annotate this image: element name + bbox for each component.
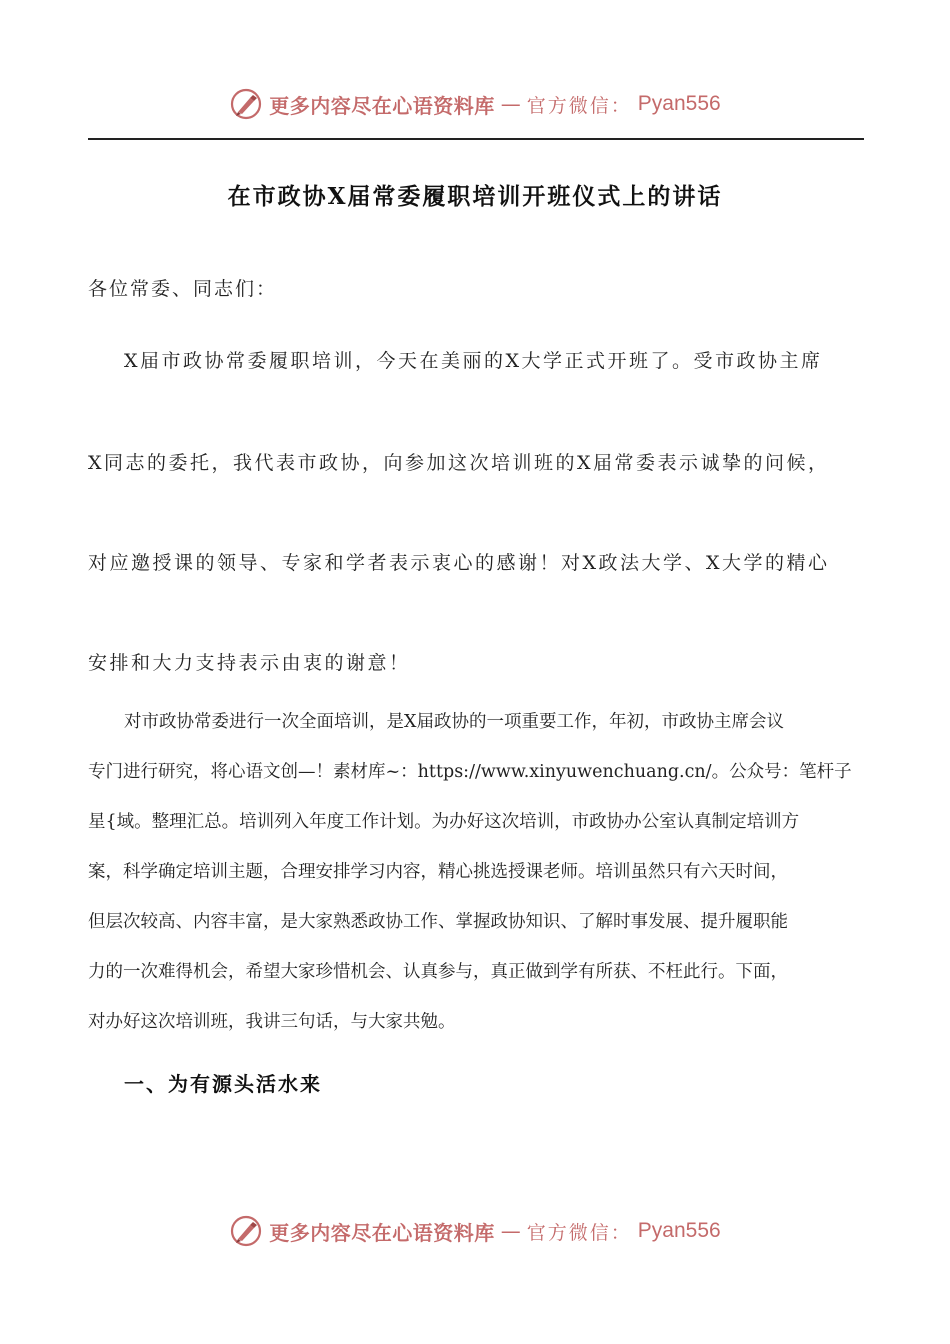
paragraph-line: 安排和大力支持表示由衷的谢意！ [88, 652, 411, 674]
document-title: 在市政协X届常委履职培训开班仪式上的讲话 [227, 183, 723, 210]
banner-wechat-id: Pyan556 [637, 1219, 721, 1242]
paragraph-line: X同志的委托，我代表市政协，向参加这次培训班的X届常委表示诚挚的问候， [88, 452, 830, 474]
banner-wechat-id: Pyan556 [637, 92, 721, 115]
paragraph-line: 但层次较高、内容丰富，是大家熟悉政协工作、掌握政协知识、了解时事发展、提升履职能 [88, 912, 788, 932]
paragraph-line: X届市政协常委履职培训，今天在美丽的X大学正式开班了。受市政协主席 [124, 350, 823, 372]
pen-nib-logo-icon [229, 87, 263, 121]
paragraph-line: 星{域。整理汇总。培训列入年度工作计划。为办好这次培训，市政协办公室认真制定培训方 [88, 812, 800, 832]
banner-separator: — [500, 92, 521, 116]
paragraph-line: 对办好这次培训班，我讲三句话，与大家共勉。 [88, 1012, 456, 1032]
paragraph-line: 对应邀授课的领导、专家和学者表示衷心的感谢！对X政法大学、X大学的精心 [88, 552, 830, 574]
section-heading-1: 一、为有源头活水来 [124, 1072, 322, 1096]
header-banner [0, 82, 950, 126]
pen-nib-logo-icon [229, 1214, 263, 1248]
banner-wechat-label: 官方微信： [526, 94, 632, 117]
banner-separator: — [500, 1219, 521, 1243]
paragraph-line: 对市政协常委进行一次全面培训，是X届政协的一项重要工作，年初，市政协主席会议 [124, 712, 784, 732]
header-divider [88, 138, 864, 140]
paragraph-line: 力的一次难得机会，希望大家珍惜机会、认真参与，真正做到学有所获、不枉此行。下面， [88, 962, 788, 982]
banner-promo-text: 更多内容尽在心语资料库 [269, 1220, 495, 1245]
banner-wechat-label: 官方微信： [526, 1221, 632, 1244]
paragraph-line: 专门进行研究，将心语文创—！素材库~：https://www.xinyuwenchuang.cn/。公众号：笔杆子 [88, 762, 852, 782]
salutation: 各位常委、同志们： [88, 278, 278, 300]
footer-banner [0, 1209, 950, 1253]
paragraph-line: 案，科学确定培训主题，合理安排学习内容，精心挑选授课老师。培训虽然只有六天时间， [88, 862, 788, 882]
banner-promo-text: 更多内容尽在心语资料库 [269, 93, 495, 118]
